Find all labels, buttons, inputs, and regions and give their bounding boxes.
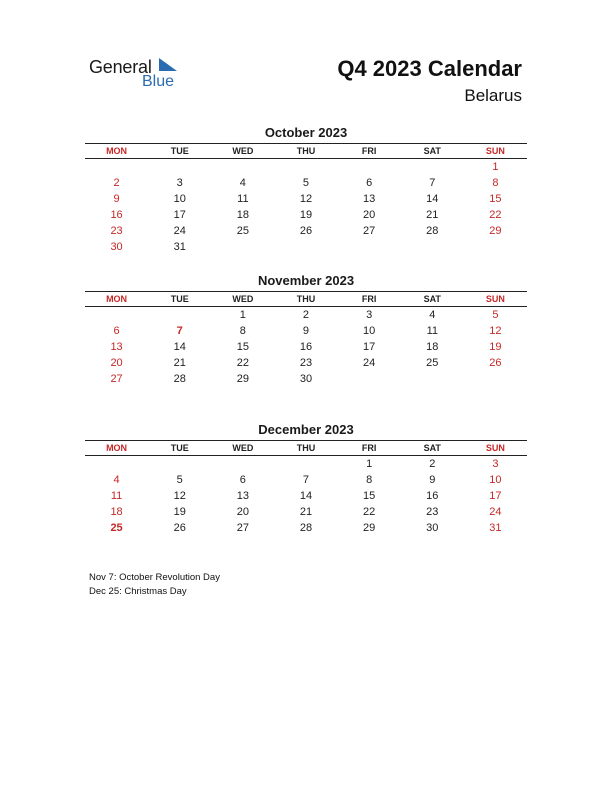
- weekday-label: THU: [296, 294, 316, 304]
- day-cell: 31: [173, 241, 186, 253]
- day-cell: 21: [426, 209, 439, 221]
- day-cell: 30: [426, 522, 439, 534]
- country-name: Belarus: [464, 86, 522, 105]
- day-cell: 5: [302, 177, 310, 189]
- week-row: [85, 488, 527, 504]
- week-row: [85, 191, 527, 207]
- week-row: [85, 223, 527, 239]
- day-cell: 4: [429, 309, 436, 321]
- weekday-label: MON: [106, 294, 128, 304]
- empty-day-cell: [148, 456, 211, 472]
- day-cell: 11: [426, 325, 438, 337]
- day-cell: 7: [176, 325, 183, 337]
- week-row: [85, 175, 527, 191]
- empty-day-cell: [85, 307, 148, 323]
- weekday-label: MON: [106, 146, 128, 156]
- day-cell: 13: [110, 341, 123, 353]
- day-cell: 13: [236, 490, 249, 502]
- logo-text-blue: Blue: [142, 73, 175, 90]
- day-cell: 17: [489, 490, 502, 502]
- weekday-label: FRI: [361, 146, 377, 156]
- day-cell: 30: [299, 373, 313, 385]
- day-cell: 15: [236, 341, 249, 353]
- empty-day-cell: [338, 371, 401, 387]
- day-cell: 19: [299, 209, 313, 221]
- day-cell: 4: [113, 474, 120, 486]
- day-cell: 14: [173, 341, 186, 353]
- week-row: [85, 159, 527, 175]
- week-row: [85, 456, 527, 472]
- day-cell: 23: [110, 225, 123, 237]
- empty-day-cell: [85, 456, 148, 472]
- day-cell: 18: [110, 506, 123, 518]
- empty-day-cell: [464, 371, 527, 387]
- day-cell: 15: [363, 490, 376, 502]
- day-cell: 22: [236, 357, 249, 369]
- day-cell: 25: [236, 225, 249, 237]
- weekday-label: THU: [296, 146, 316, 156]
- day-cell: 7: [302, 474, 310, 486]
- week-row: [85, 239, 527, 255]
- weekday-label: TUE: [170, 294, 189, 304]
- month-december: [85, 421, 527, 536]
- day-cell: 2: [113, 177, 120, 189]
- weekday-label: FRI: [361, 443, 377, 453]
- day-cell: 6: [239, 474, 246, 486]
- weekday-label: TUE: [170, 443, 189, 453]
- day-cell: 28: [173, 373, 186, 385]
- day-cell: 27: [236, 522, 249, 534]
- day-cell: 26: [173, 522, 186, 534]
- empty-day-cell: [274, 456, 337, 472]
- day-cell: 5: [176, 474, 183, 486]
- weekday-label: THU: [296, 443, 316, 453]
- day-cell: 3: [366, 309, 373, 321]
- weekday-label: SUN: [485, 294, 505, 304]
- day-cell: 5: [492, 309, 499, 321]
- weekday-label: SAT: [423, 294, 441, 304]
- weekday-label: SAT: [423, 146, 441, 156]
- week-row: [85, 323, 527, 339]
- day-cell: 20: [236, 506, 249, 518]
- day-cell: 1: [239, 309, 246, 321]
- day-cell: 11: [237, 193, 249, 205]
- day-cell: 14: [426, 193, 439, 205]
- weekday-label: SAT: [423, 443, 441, 453]
- week-row: [85, 371, 527, 387]
- day-cell: 13: [363, 193, 376, 205]
- holiday-note: Nov 7: October Revolution Day: [89, 572, 220, 583]
- week-row: [85, 339, 527, 355]
- empty-day-cell: [401, 371, 464, 387]
- day-cell: 25: [110, 522, 123, 534]
- day-cell: 26: [299, 225, 313, 237]
- day-cell: 10: [363, 325, 376, 337]
- day-cell: 8: [492, 177, 499, 189]
- day-cell: 16: [426, 490, 439, 502]
- empty-day-cell: [211, 239, 274, 255]
- day-cell: 19: [173, 506, 186, 518]
- week-row: [85, 504, 527, 520]
- empty-day-cell: [148, 159, 211, 175]
- month-october: [85, 124, 527, 255]
- day-cell: 9: [113, 193, 120, 205]
- empty-day-cell: [85, 159, 148, 175]
- weekday-label: WED: [232, 146, 254, 156]
- page-title: Q4 2023 Calendar: [337, 56, 522, 81]
- day-cell: 24: [363, 357, 376, 369]
- day-cell: 24: [489, 506, 502, 518]
- day-cell: 22: [489, 209, 502, 221]
- month-title: October 2023: [264, 125, 348, 140]
- weekday-label: WED: [232, 294, 254, 304]
- month-grid: [85, 159, 527, 255]
- week-row: [85, 307, 527, 323]
- day-cell: 28: [299, 522, 313, 534]
- day-cell: 16: [110, 209, 123, 221]
- day-cell: 2: [302, 309, 310, 321]
- empty-day-cell: [338, 159, 401, 175]
- day-cell: 31: [489, 522, 502, 534]
- holiday-note: Dec 25: Christmas Day: [89, 586, 187, 597]
- day-cell: 2: [429, 458, 436, 470]
- day-cell: 28: [426, 225, 439, 237]
- weekday-header: [85, 291, 527, 307]
- day-cell: 19: [489, 341, 502, 353]
- day-cell: 17: [173, 209, 186, 221]
- day-cell: 1: [492, 161, 499, 173]
- day-cell: 18: [426, 341, 439, 353]
- week-row: [85, 355, 527, 371]
- empty-day-cell: [211, 456, 274, 472]
- day-cell: 30: [110, 241, 123, 253]
- day-cell: 24: [173, 225, 186, 237]
- day-cell: 12: [173, 490, 186, 502]
- empty-day-cell: [338, 239, 401, 255]
- day-cell: 15: [489, 193, 502, 205]
- day-cell: 27: [110, 373, 123, 385]
- empty-day-cell: [211, 159, 274, 175]
- month-grid: [85, 307, 527, 387]
- day-cell: 9: [302, 325, 310, 337]
- weekday-header: [85, 143, 527, 159]
- week-row: [85, 520, 527, 536]
- day-cell: 3: [492, 458, 499, 470]
- day-cell: 8: [239, 325, 246, 337]
- week-row: [85, 207, 527, 223]
- general-blue-logo: [89, 57, 189, 93]
- weekday-label: FRI: [361, 294, 377, 304]
- day-cell: 25: [426, 357, 439, 369]
- day-cell: 12: [299, 193, 313, 205]
- day-cell: 12: [489, 325, 502, 337]
- day-cell: 4: [239, 177, 246, 189]
- day-cell: 23: [426, 506, 439, 518]
- day-cell: 18: [236, 209, 249, 221]
- month-november: [85, 272, 527, 387]
- day-cell: 16: [299, 341, 313, 353]
- day-cell: 21: [173, 357, 186, 369]
- month-title: December 2023: [258, 422, 354, 437]
- day-cell: 7: [429, 177, 436, 189]
- empty-day-cell: [464, 239, 527, 255]
- day-cell: 10: [173, 193, 186, 205]
- day-cell: 26: [489, 357, 502, 369]
- day-cell: 14: [299, 490, 313, 502]
- empty-day-cell: [148, 307, 211, 323]
- day-cell: 27: [363, 225, 376, 237]
- weekday-label: WED: [232, 443, 254, 453]
- day-cell: 29: [363, 522, 376, 534]
- day-cell: 21: [299, 506, 313, 518]
- empty-day-cell: [274, 239, 337, 255]
- day-cell: 22: [363, 506, 376, 518]
- day-cell: 8: [366, 474, 373, 486]
- weekday-header: [85, 440, 527, 456]
- day-cell: 6: [113, 325, 120, 337]
- day-cell: 29: [489, 225, 502, 237]
- day-cell: 20: [363, 209, 376, 221]
- empty-day-cell: [401, 159, 464, 175]
- weekday-label: TUE: [170, 146, 189, 156]
- day-cell: 20: [110, 357, 123, 369]
- day-cell: 9: [429, 474, 436, 486]
- month-title: November 2023: [257, 273, 355, 288]
- logo-text-general: General: [89, 57, 152, 77]
- day-cell: 3: [176, 177, 183, 189]
- day-cell: 1: [366, 458, 373, 470]
- day-cell: 29: [236, 373, 249, 385]
- month-grid: [85, 456, 527, 536]
- empty-day-cell: [274, 159, 337, 175]
- holiday-notes: [89, 571, 220, 599]
- day-cell: 10: [489, 474, 502, 486]
- logo-triangle-icon: [157, 58, 177, 72]
- day-cell: 17: [363, 341, 376, 353]
- empty-day-cell: [401, 239, 464, 255]
- day-cell: 11: [110, 490, 123, 502]
- weekday-label: SUN: [485, 443, 505, 453]
- weekday-label: SUN: [485, 146, 505, 156]
- day-cell: 23: [299, 357, 313, 369]
- weekday-label: MON: [106, 443, 128, 453]
- day-cell: 6: [366, 177, 373, 189]
- week-row: [85, 472, 527, 488]
